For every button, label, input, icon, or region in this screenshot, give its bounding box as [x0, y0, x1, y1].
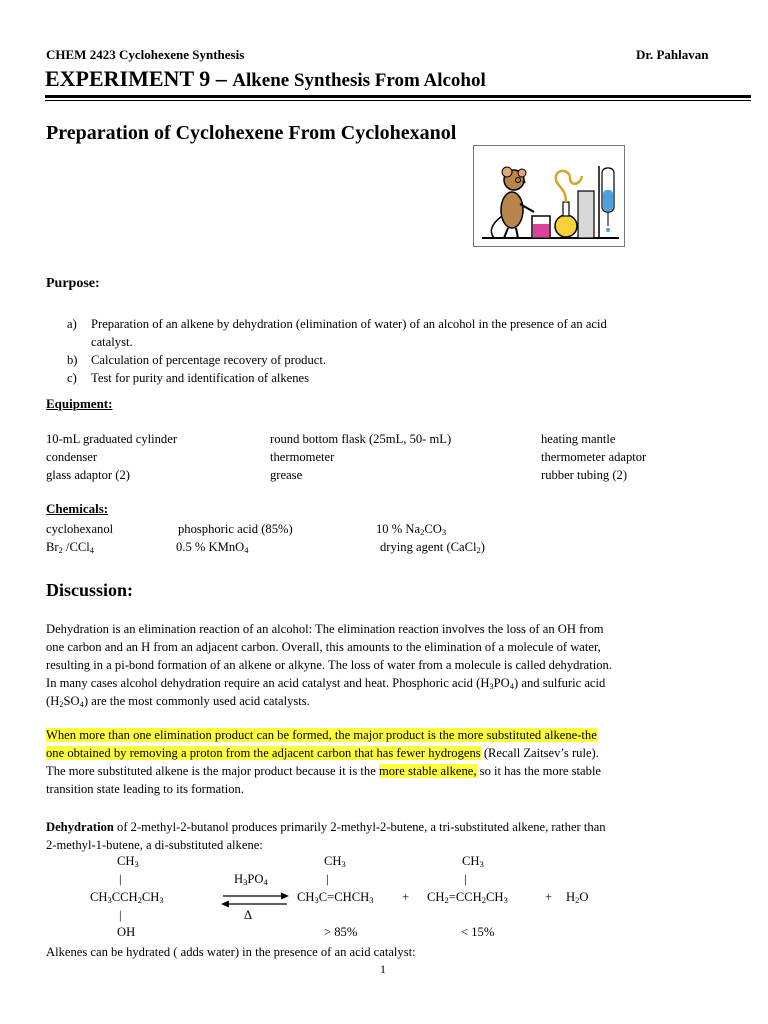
text-line: [46, 744, 752, 762]
chem-sub: 2: [420, 527, 425, 537]
formula-text: CH: [427, 890, 445, 904]
text-run: In many cases alcohol dehydration require an acid catalyst and heat. Phosphoric acid (H: [46, 676, 490, 690]
text-sub: 4: [509, 681, 515, 691]
formula-sub: 2: [575, 895, 580, 905]
text-line: Dehydration is an elimination reaction of an alcohol: The elimination reaction involves the loss of an OH from: [46, 622, 604, 636]
chem-sub: 2: [476, 545, 481, 555]
formula-sub: 2: [137, 895, 142, 905]
formula-sub: 4: [263, 877, 268, 887]
chem-text: 0.5 % KMnO: [176, 540, 245, 554]
text-sub: 3: [489, 681, 494, 691]
text-run: SO: [63, 694, 80, 708]
text-line: transition state leading to its formation.: [46, 782, 244, 796]
course-title: CHEM 2423 Cyclohexene Synthesis: [46, 47, 245, 62]
chem-text: 10 % Na: [376, 522, 421, 536]
chem-text: Br: [46, 540, 59, 554]
equipment-heading: Equipment:: [46, 396, 113, 411]
text-run: of 2-methyl-2-butanol produces primarily 2-methyl-2-butene, a tri-substituted alkene, rather than: [113, 820, 606, 834]
bond-line: |: [119, 908, 122, 922]
lab-cartoon-icon: [474, 146, 624, 246]
formula-sub: 3: [107, 895, 112, 905]
chemical-drying-agent: [380, 538, 485, 556]
plus-sign: +: [402, 890, 410, 904]
text-line: [46, 818, 752, 836]
formula-text: H: [234, 872, 244, 886]
purpose-item-c: Test for purity and identification of alkenes: [91, 371, 310, 385]
text-line: [46, 674, 752, 692]
discussion-paragraph-3: [46, 818, 752, 854]
plus-sign: +: [545, 890, 553, 904]
formula-text: CH: [324, 854, 342, 868]
text-run: PO: [493, 676, 510, 690]
text-sub: 2: [59, 699, 64, 709]
highlighted-text: more stable alkene,: [378, 764, 477, 778]
purpose-marker-b: b): [67, 353, 78, 367]
experiment-number: EXPERIMENT 9 –: [45, 66, 227, 91]
equipment-cell: heating mantle: [541, 432, 616, 446]
experiment-subtitle: Alkene Synthesis From Alcohol: [232, 70, 486, 91]
formula-sub: 3: [159, 895, 164, 905]
header-rule-thin: [45, 100, 751, 101]
chem-sub: 4: [89, 545, 95, 555]
equipment-cell: grease: [270, 468, 303, 482]
purpose-item-a-cont: catalyst.: [91, 335, 133, 349]
chemical-sodium-carbonate: [376, 520, 446, 538]
formula-text: CCH: [111, 890, 138, 904]
chemical-kmno4: [176, 538, 248, 556]
formula-sub: 3: [503, 895, 508, 905]
chem-sub: 4: [244, 545, 249, 555]
chem-text: ): [480, 540, 485, 554]
formula-sub: 3: [314, 895, 319, 905]
bold-term: Dehydration: [46, 820, 114, 834]
chem-sub: 2: [58, 545, 63, 555]
text-line: [46, 762, 752, 780]
product2-methyl: [462, 854, 484, 869]
product1-methyl: [324, 854, 346, 869]
equipment-cell: condenser: [46, 450, 98, 464]
formula-sub: 3: [369, 895, 374, 905]
text-run: (H: [46, 694, 60, 708]
purpose-heading: Purpose:: [46, 276, 100, 291]
equipment-cell: glass adaptor (2): [46, 468, 130, 482]
chem-sub: 3: [441, 527, 447, 537]
experiment-title: [45, 66, 486, 92]
text-run: so it has the more stable: [476, 764, 602, 778]
text-line: [46, 692, 752, 710]
discussion-paragraph-2: [46, 726, 752, 798]
page-title: Preparation of Cyclohexene From Cyclohexanol: [46, 122, 457, 144]
chemical-cyclohexanol: cyclohexanol: [46, 522, 114, 536]
chemical-phosphoric-acid: phosphoric acid (85%): [178, 522, 293, 536]
formula-text: O: [579, 890, 589, 904]
formula-text: =CCH: [448, 890, 482, 904]
text-run: The more substituted alkene is the major product because it is the: [46, 764, 379, 778]
product1-yield: > 85%: [324, 925, 358, 939]
chemical-bromine: [46, 538, 94, 556]
product2-yield: < 15%: [461, 925, 495, 939]
text-line: 2-methyl-1-butene, a di-substituted alkene:: [46, 838, 263, 852]
product2-chain: [427, 890, 508, 905]
bond-line: |: [464, 872, 467, 886]
equipment-cell: 10-mL graduated cylinder: [46, 432, 178, 446]
reactant-chain: [90, 890, 164, 905]
equipment-cell: rubber tubing (2): [541, 468, 628, 482]
equilibrium-arrow-icon: [219, 891, 291, 909]
discussion-paragraph-4: Alkenes can be hydrated ( adds water) in the presence of an acid catalyst:: [46, 945, 416, 959]
discussion-heading: Discussion:: [46, 580, 134, 600]
formula-text: CH: [297, 890, 315, 904]
formula-text: CH: [117, 854, 135, 868]
purpose-marker-a: a): [67, 317, 77, 331]
equipment-cell: thermometer adaptor: [541, 450, 647, 464]
reactant-methyl: [117, 854, 139, 869]
product1-chain: [297, 890, 374, 905]
formula-sub: 2: [444, 895, 449, 905]
text-line: one carbon and an H from an adjacent carbon. Overall, this amounts to the elimination of a molecule of water,: [46, 640, 601, 654]
water-product: [566, 890, 588, 905]
reactant-hydroxyl: OH: [117, 925, 136, 939]
highlighted-text: one obtained by removing a proton from the adjacent carbon that has fewer hydrogens: [46, 746, 481, 760]
text-run: ) and sulfuric acid: [514, 676, 606, 690]
text-line: [46, 726, 752, 744]
equipment-cell: round bottom flask (25mL, 50- mL): [270, 432, 452, 446]
bond-line: |: [326, 872, 329, 886]
catalyst-label: [234, 872, 268, 887]
text-run: (Recall Zaitsev’s rule).: [480, 746, 599, 760]
formula-sub: 3: [479, 859, 484, 869]
header-rule-thick: [45, 95, 751, 98]
formula-text: CH: [141, 890, 160, 904]
formula-text: CH: [462, 854, 480, 868]
chem-text: CO: [424, 522, 442, 536]
formula-text: C=CHCH: [318, 890, 370, 904]
instructor-name: Dr. Pahlavan: [636, 47, 709, 62]
page-number: 1: [380, 962, 386, 976]
formula-sub: 2: [481, 895, 486, 905]
formula-text: CH: [90, 890, 108, 904]
text-line: resulting in a pi-bond formation of an alkene or alkyne. The loss of water from a molecule is called dehydration.: [46, 658, 612, 672]
formula-text: H: [566, 890, 576, 904]
chem-text: /CCl: [62, 540, 90, 554]
formula-sub: 3: [134, 859, 139, 869]
purpose-item-a: Preparation of an alkene by dehydration (elimination of water) of an alcohol in the presence of an acid: [91, 317, 607, 331]
purpose-marker-c: c): [67, 371, 77, 385]
heat-symbol: Δ: [244, 908, 253, 922]
formula-text: PO: [247, 872, 264, 886]
purpose-item-b: Calculation of percentage recovery of product.: [91, 353, 326, 367]
formula-sub: 3: [243, 877, 248, 887]
text-run: ) are the most commonly used acid catalysts.: [83, 694, 310, 708]
formula-text: CH: [486, 890, 504, 904]
bond-line: |: [119, 872, 122, 886]
highlighted-text: When more than one elimination product can be formed, the major product is the more substituted alkene-the: [46, 728, 597, 742]
text-sub: 4: [79, 699, 84, 709]
discussion-paragraph-1: [46, 620, 752, 710]
chemicals-heading: Chemicals:: [46, 501, 109, 516]
lab-cartoon-image: [473, 145, 625, 247]
chem-text: drying agent (CaCl: [380, 540, 477, 554]
equipment-cell: thermometer: [270, 450, 335, 464]
formula-sub: 3: [341, 859, 346, 869]
